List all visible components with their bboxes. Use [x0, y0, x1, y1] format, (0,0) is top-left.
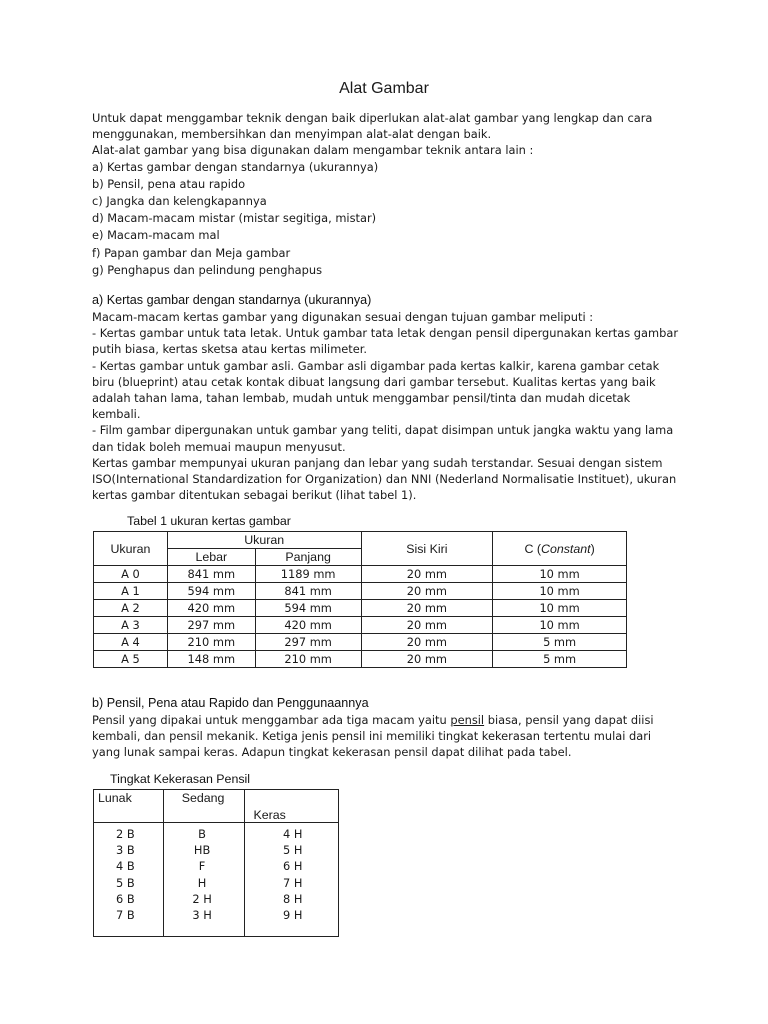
list-item: b) Pensil, pena atau rapido	[92, 176, 246, 191]
section-b	[92, 695, 682, 761]
section-a-line: - Kertas gambar untuk tata letak. Untuk gambar tata letak dengan pensil dipergunakan kertas gambar putih biasa, kertas sketsa atau kertas milimeter.	[92, 326, 678, 357]
list-item: f) Papan gambar dan Meja gambar	[92, 245, 291, 260]
list-item: e) Macam-macam mal	[92, 228, 220, 243]
section-a	[92, 292, 682, 503]
table-row: A 1 594 mm 841 mm 20 mm 10 mm	[94, 583, 627, 600]
lunak-column: 2 B 3 B 4 B 5 B 6 B 7 B	[94, 823, 164, 937]
list-item: a) Kertas gambar dengan standarnya (ukurannya)	[92, 159, 379, 174]
section-b-heading: b) Pensil, Pena atau Rapido dan Penggunaannya	[92, 696, 369, 710]
pensil-link[interactable]: pensil	[450, 713, 485, 727]
section-a-line: - Kertas gambar untuk gambar asli. Gambar asli digambar pada kertas kalkir, karena gambar cetak biru (blueprint) atau cetak kontak dibuat langsung dari gambar tersebut. Kualitas kertas yang baik adalah tahan lama, tahan lembab, mudah untuk menggambar pensil/tinta dan mudah dicetak kembali.	[92, 358, 660, 422]
table-row: A 4 210 mm 297 mm 20 mm 5 mm	[94, 634, 627, 651]
intro-list-lead: Alat-alat gambar yang bisa digunakan dalam mengambar teknik antara lain :	[92, 143, 534, 158]
header-sedang: Sedang	[163, 790, 245, 823]
tool-list	[92, 159, 682, 279]
table-row: A 5 148 mm 210 mm 20 mm 5 mm	[94, 651, 627, 668]
keras-column: 4 H 5 H 6 H 7 H 8 H 9 H	[245, 823, 339, 937]
header-lebar: Lebar	[167, 549, 255, 566]
header-ukuran-group: Ukuran	[167, 532, 361, 549]
section-a-line: Kertas gambar mempunyai ukuran panjang dan lebar yang sudah terstandar. Sesuai dengan sistem ISO(International Standardization for Organization) dan NNI (Nederland Normalisatie Instituet), ukuran kertas gambar ditentukan sebagai berikut (lihat tabel 1).	[92, 455, 677, 503]
section-a-line: Macam-macam kertas gambar yang digunakan sesuai dengan tujuan gambar meliputi :	[92, 310, 594, 324]
table-row: A 3 297 mm 420 mm 20 mm 10 mm	[94, 617, 627, 634]
header-sisi-kiri: Sisi Kiri	[361, 532, 493, 566]
header-panjang: Panjang	[255, 549, 361, 566]
section-a-heading: a) Kertas gambar dengan standarnya (ukurannya)	[92, 293, 372, 307]
list-item: d) Macam-macam mistar (mistar segitiga, mistar)	[92, 211, 377, 226]
intro-section	[92, 110, 682, 279]
section-a-line: - Film gambar dipergunakan untuk gambar yang teliti, dapat disimpan untuk jangka waktu yang lama dan tidak boleh memuai maupun menyusut.	[92, 423, 674, 454]
list-item: c) Jangka dan kelengkapannya	[92, 193, 267, 208]
header-constant: C (Constant)	[493, 532, 627, 566]
sedang-column: B HB F H 2 H 3 H	[163, 823, 245, 937]
intro-paragraph: Untuk dapat menggambar teknik dengan baik diperlukan alat-alat gambar yang lengkap dan cara menggunakan, membersihkan dan menyimpan alat-alat dengan baik.	[92, 111, 653, 142]
header-keras: Keras	[245, 790, 339, 823]
header-ukuran: Ukuran	[94, 532, 168, 566]
page-title: Alat Gambar	[339, 80, 429, 97]
table-row: A 2 420 mm 594 mm 20 mm 10 mm	[94, 600, 627, 617]
paper-size-table	[93, 531, 627, 668]
section-b-paragraph: Pensil yang dipakai untuk menggambar ada tiga macam yaitu pensil biasa, pensil yang dapat diisi kembali, dan pensil mekanik. Ketiga jenis pensil ini memiliki tingkat kekerasan tertentu mulai dari yang lunak sampai keras. Adapun tingkat kekerasan pensil dapat dilihat pada tabel.	[92, 713, 654, 760]
list-item: g) Penghapus dan pelindung penghapus	[92, 262, 323, 277]
pencil-hardness-table	[93, 789, 339, 937]
table1-caption: Tabel 1 ukuran kertas gambar	[127, 514, 291, 528]
table2-caption: Tingkat Kekerasan Pensil	[110, 772, 251, 786]
header-lunak: Lunak	[94, 790, 164, 823]
table-row: A 0 841 mm 1189 mm 20 mm 10 mm	[94, 566, 627, 583]
